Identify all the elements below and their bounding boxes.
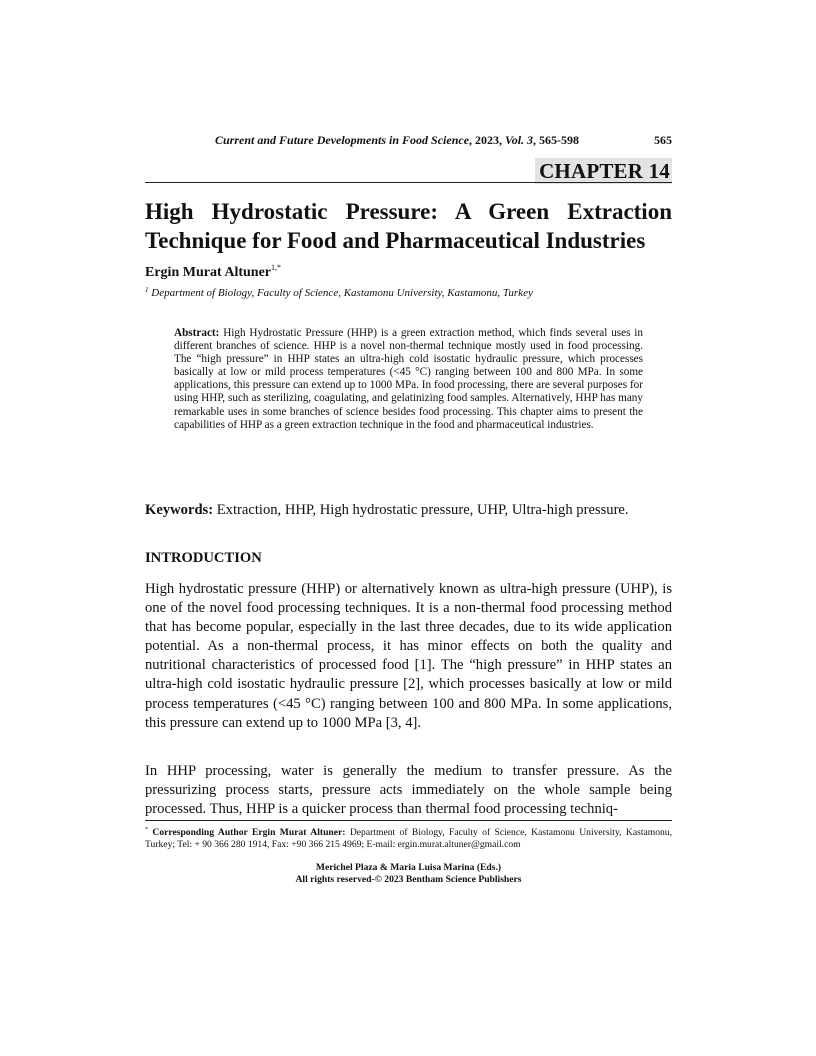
footnote xyxy=(145,824,672,851)
author-marks: 1,* xyxy=(271,263,281,272)
author-name: Ergin Murat Altuner xyxy=(145,265,271,280)
keywords-label: Keywords: xyxy=(145,502,214,518)
abstract-text: High Hydrostatic Pressure (HHP) is a green extraction method, which finds several uses in different branches of science. HHP is a novel non-thermal technique mostly used in food processing. The “high pressure” in HHP states an ultra-high cold isostatic hydraulic pressure, which processes basically at low or mild process temperatures (<45 °C) ranging between 100 and 800 MPa. In some applications, this pressure can extend up to 1000 MPa. In food processing, there are several purposes for using HHP, such as sterilizing, coagulating, and gelatinizing food samples. Alternatively, HHP has many remarkable uses in some branches of science besides food processing. This chapter aims to present the capabilities of HHP as a green extraction technique in the food and pharmaceutical industries. xyxy=(174,327,644,431)
chapter-title xyxy=(145,197,672,255)
affiliation xyxy=(145,286,533,299)
journal-volume: Vol. 3 xyxy=(505,133,534,147)
chapter-rule xyxy=(145,182,672,183)
chapter-label: CHAPTER 14 xyxy=(535,158,672,184)
footnote-text: Department of Biology, Faculty of Science, Kastamonu University, Kastamonu, Turkey; Tel: + 90 366 280 1914, Fax: +90 366 215 4969; E-mail: ergin.murat.altuner@gmail.com xyxy=(145,827,672,850)
section-heading: INTRODUCTION xyxy=(145,550,262,566)
journal-year: , 2023, xyxy=(469,133,506,147)
footnote-rule xyxy=(145,820,672,821)
author xyxy=(145,263,281,281)
chapter-title-line-1: High Hydrostatic Pressure: A Green Extraction xyxy=(145,199,672,224)
body-paragraph: High hydrostatic pressure (HHP) or alternatively known as ultra-high pressure (UHP), is one of the novel food processing techniques. It is a non-thermal food processing method that has become popular, especially in the last three decades, due to its wide application potential. As a non-thermal process, it has minor effects on both the quality and nutritional characteristics of processed food [1]. The “high pressure” in HHP states an ultra-high cold isostatic hydraulic pressure [2], which processes basically at low or mild process temperatures (<45 °C) ranging between 100 and 800 MPa. In some applications, this pressure can extend up to 1000 MPa [3, 4]. xyxy=(145,581,672,731)
editors-block xyxy=(145,862,672,885)
editors-line: Merichel Plaza & Maria Luisa Marina (Eds.) xyxy=(315,862,502,873)
running-head-citation xyxy=(215,133,579,148)
page-number: 565 xyxy=(654,133,672,147)
affiliation-text: Department of Biology, Faculty of Science, Kastamonu University, Kastamonu, Turkey xyxy=(151,287,533,299)
copyright-line: All rights reserved-© 2023 Bentham Science Publishers xyxy=(295,873,522,885)
footnote-mark: * xyxy=(145,827,148,833)
keywords-text: Extraction, HHP, High hydrostatic pressure, UHP, Ultra-high pressure. xyxy=(216,502,629,518)
journal-name: Current and Future Developments in Food Science xyxy=(215,133,470,147)
chapter-title-line-2: Technique for Food and Pharmaceutical Industries xyxy=(145,228,646,253)
keywords xyxy=(145,501,672,519)
affiliation-mark: 1 xyxy=(145,286,149,294)
footnote-label: Corresponding Author Ergin Murat Altuner: xyxy=(152,827,346,838)
body-paragraph: In HHP processing, water is generally the medium to transfer pressure. As the pressurizing process starts, pressure acts immediately on the whole sample being processed. Thus, HHP is a quicker process than thermal food processing techniq- xyxy=(145,763,672,818)
journal-pages: , 565-598 xyxy=(533,133,580,147)
abstract-label: Abstract: xyxy=(174,327,220,339)
abstract xyxy=(174,327,643,432)
